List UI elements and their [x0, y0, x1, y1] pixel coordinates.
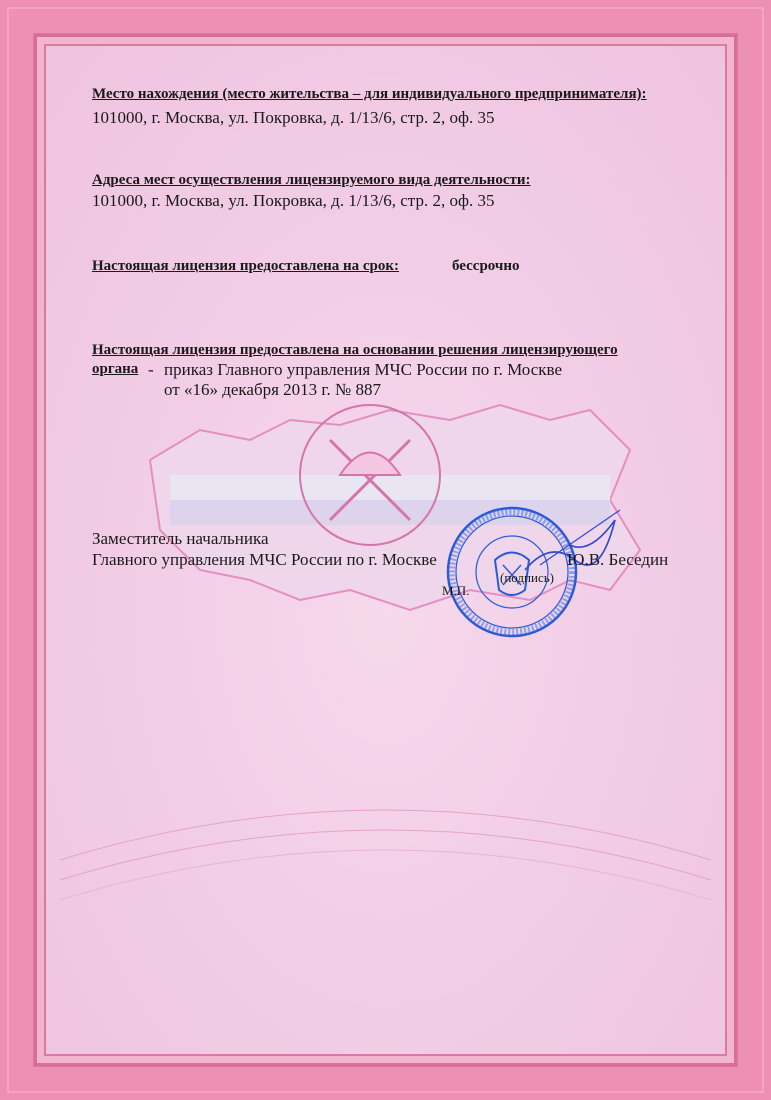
activity-address-value: 101000, г. Москва, ул. Покровка, д. 1/13/6, стр. 2, оф. 35 [92, 191, 495, 210]
basis-label-line1: Настоящая лицензия предоставлена на основании решения лицензирующего [92, 342, 618, 358]
location-value: 101000, г. Москва, ул. Покровка, д. 1/13/6, стр. 2, оф. 35 [92, 108, 495, 127]
signatory-title-line2: Главного управления МЧС России по г. Москве [92, 550, 437, 569]
activity-address-label: Адреса мест осуществления лицензируемого вида деятельности: [92, 172, 531, 188]
signatory-title-line1: Заместитель начальника [92, 529, 269, 548]
basis-label-line2: органа [92, 361, 139, 377]
basis-value-line1: приказ Главного управления МЧС России по г. Москве [164, 360, 562, 379]
term-value: бессрочно [452, 258, 520, 274]
signature-caption: (подпись) [500, 570, 554, 585]
term-label: Настоящая лицензия предоставлена на срок: [92, 258, 400, 274]
location-label: Место нахождения (место жительства – для индивидуального предпринимателя): [92, 86, 647, 102]
basis-value-line2: от «16» декабря 2013 г. № 887 [164, 380, 381, 399]
seal-caption: М.П. [442, 583, 470, 598]
basis-dash: - [148, 360, 154, 379]
signatory-name: Ю.В. Беседин [567, 550, 669, 569]
